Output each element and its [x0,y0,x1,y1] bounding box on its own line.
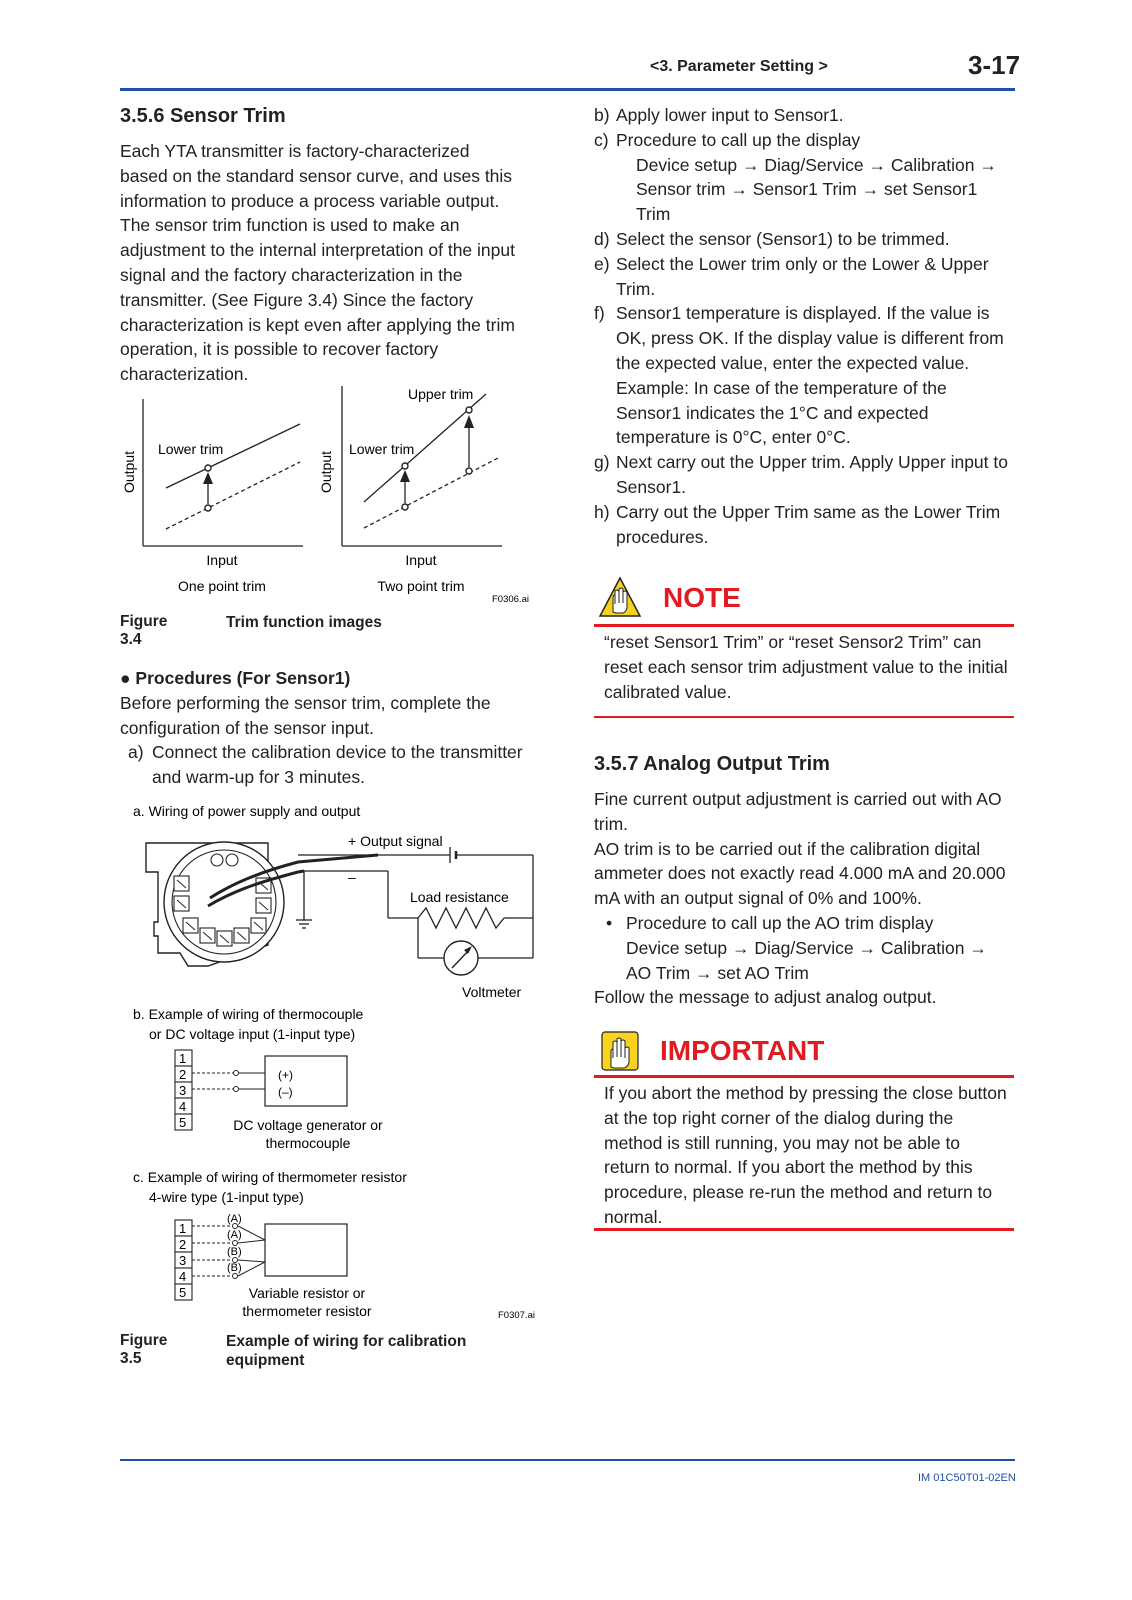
important-text: If you abort the method by pressing the close button at the top right corner of the dialog during the method is still running, you may not be able to return to normal. If you abort the method by this procedure, please re-run the method and return to normal. [604,1083,1007,1227]
bullet-path: Device setup → Diag/Service → Calibration → AO Trim → set AO Trim [626,937,987,983]
step-c-text: Procedure to call up the display [616,129,861,150]
terminal-c-2: 2 [179,1237,187,1252]
procedures-intro: Before performing the sensor trim, complete the configuration of the sensor input. [120,692,491,738]
note-top-rule [594,624,1014,627]
terminal-b-3: 3 [179,1083,187,1098]
step-d [594,227,1014,252]
important-top-rule [594,1075,1014,1078]
input-axis-label-2: Input [405,552,437,568]
figure-3-4-title: Trim function images [226,614,382,631]
section-3-5-7-p3: Follow the message to adjust analog output. [594,987,937,1008]
left-column [120,103,520,387]
section-3-5-6-title: 3.5.6 Sensor Trim [120,105,286,127]
wiring-b-label-2: or DC voltage input (1-input type) [149,1026,356,1042]
right-column-steps [594,103,1014,549]
step-h-text: Carry out the Upper Trim same as the Lower Trim procedures. [616,501,1001,547]
figure-3-5-number: Figure 3.5 [120,1332,168,1367]
dc-generator-label-1: DC voltage generator or [233,1117,383,1133]
plus-terminal-label: (+) [278,1068,293,1082]
lower-trim-label-2: Lower trim [349,441,415,457]
note-bottom-rule [594,716,1014,718]
step-e-text: Select the Lower trim only or the Lower & Upper Trim. [616,253,989,299]
upper-trim-label: Upper trim [408,386,474,402]
figure-3-5-file-id: F0307.ai [498,1310,535,1321]
terminal-b-5: 5 [179,1115,187,1130]
wiring-c-label-1: c. Example of wiring of thermometer resistor [133,1169,407,1185]
one-point-trim-label: One point trim [178,578,266,594]
lead-b-label-1: (B) [227,1246,242,1258]
step-d-label: d) [594,228,610,249]
section-3-5-6-body: Each YTA transmitter is factory-characterized based on the standard sensor curve, and uses this information to produce a process variable output. The sensor trim function is used to make an adjustment to the internal interpretation of the input signal and the factory characterization in the transmitter. (See Figure 3.4) Since the factory characterization is kept even after applying the trim operation, it is possible to recover factory characterization. [120,141,515,385]
output-axis-label-1: Output [121,450,137,494]
step-b-label: b) [594,105,610,125]
bullet-mark: • [606,912,613,933]
bullet-text: Procedure to call up the AO trim display [626,912,934,933]
procedures-block [120,666,540,790]
terminal-b-1: 1 [179,1051,187,1066]
step-f-example: Example: In case of the temperature of the Sensor1 indicates the 1°C and expected temperature is 0°C, enter 0°C. [616,377,947,448]
dc-generator-label-2: thermocouple [265,1135,351,1151]
terminal-b-4: 4 [179,1099,187,1114]
minus-label: – [348,869,356,885]
wiring-a-label: a. Wiring of power supply and output [133,803,361,819]
step-f [594,301,1014,450]
minus-terminal-label: (–) [278,1085,293,1099]
procedures-title: ● Procedures (For Sensor1) [120,668,351,688]
lead-a-label-1: (A) [227,1213,242,1225]
section-3-5-7-p2: AO trim is to be carried out if the calibration digital ammeter does not exactly read 4.000 mA and 20.000 mA with an output signal of 0% and 100%. [594,838,1006,909]
step-g-label: g) [594,452,610,473]
step-g [594,450,1014,500]
lead-a-label-2: (A) [227,1229,242,1241]
variable-resistor-label-1: Variable resistor or [248,1285,366,1301]
step-a-label: a) [128,742,144,763]
note-title: NOTE [663,582,741,613]
variable-resistor-label-2: thermometer resistor [242,1303,372,1319]
step-f-label: f) [594,303,605,324]
important-title: IMPORTANT [660,1035,825,1066]
lower-trim-label-1: Lower trim [158,441,224,457]
figure-3-5-title: Example of wiring for calibration equipment [226,1333,467,1369]
step-e-label: e) [594,253,610,274]
terminal-b-2: 2 [179,1067,187,1082]
output-axis-label-2: Output [318,450,334,494]
wiring-b-label-1: b. Example of wiring of thermocouple [133,1006,364,1022]
important-hand-icon [598,1030,642,1072]
terminal-c-5: 5 [179,1285,187,1300]
lead-b-label-2: (B) [227,1262,242,1274]
step-h [594,500,1014,550]
page-number: 3-17 [968,50,1021,80]
voltmeter-label: Voltmeter [462,984,522,1000]
terminal-c-1: 1 [179,1221,187,1236]
section-3-5-7-p1: Fine current output adjustment is carried out with AO trim. [594,789,1002,834]
step-c-path: Device setup → Diag/Service → Calibration → Sensor trim → Sensor1 Trim → set Sensor1 Trim [636,154,997,225]
figure-3-4-file-id: F0306.ai [492,594,529,605]
variable-resistor-box [265,1224,347,1276]
section-3-5-7-title: 3.5.7 Analog Output Trim [594,753,830,775]
step-f-text: Sensor1 temperature is displayed. If the value is OK, press OK. If the display value is different from the expected value, enter the expected value. [616,303,1004,373]
note-text: “reset Sensor1 Trim” or “reset Sensor2 Trim” can reset each sensor trim adjustment value to the initial calibrated value. [604,632,1008,702]
note-hand-warning-icon [598,576,642,618]
load-resistance-label: Load resistance [410,889,509,905]
step-e [594,252,1014,302]
section-header-title: <3. Parameter Setting > [650,58,828,75]
two-point-trim-label: Two point trim [377,578,465,594]
important-bottom-rule [594,1228,1014,1231]
terminal-c-4: 4 [179,1269,187,1284]
step-c-label: c) [594,129,609,150]
figure-3-5-diagram [118,800,548,1330]
step-a [120,740,540,790]
step-a-text: Connect the calibration device to the transmitter and warm-up for 3 minutes. [152,742,523,788]
figure-3-4-diagram [118,384,538,609]
terminal-c-3: 3 [179,1253,187,1268]
step-g-text: Next carry out the Upper trim. Apply Upper input to Sensor1. [616,452,1008,497]
output-signal-label: + Output signal [348,833,443,849]
ao-trim-bullet [594,911,1014,985]
section-3-5-7 [594,751,1014,1010]
wiring-c-label-2: 4-wire type (1-input type) [149,1189,304,1205]
step-d-text: Select the sensor (Sensor1) to be trimmed. [616,228,950,249]
step-c [594,128,1014,227]
step-b [594,103,1014,128]
figure-3-4-number: Figure 3.4 [120,613,168,648]
document-id: IM 01C50T01-02EN [918,1472,1016,1484]
input-axis-label-1: Input [206,552,238,568]
step-b-text: Apply lower input to Sensor1. [616,105,844,125]
header-rule [120,88,1015,91]
footer-rule [120,1459,1015,1461]
step-h-label: h) [594,501,610,522]
